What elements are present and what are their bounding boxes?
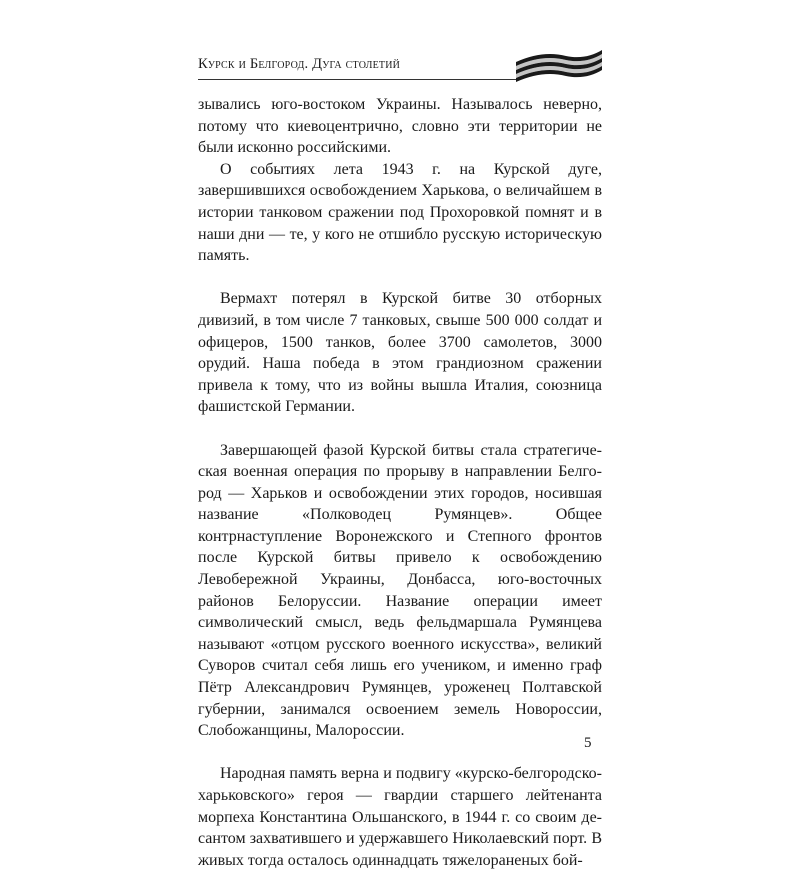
paragraph: Вермахт потерял в Курской битве 30 отборных дивизий, в том числе 7 танковых, свыше 500 000 солдат и офицеров, 1500 танков, более 3700 самолетов, 3000 орудий. Наша победа в этом грандиозном сражении привела к тому, что из войны вышла Италия, союзница фашистской Германии. bbox=[198, 290, 602, 416]
paragraph: Народная память верна и подвигу «курско-белгородско-харьковского» героя — гвардии старшего лейтенанта морпеха Константина Ольшанского, в 1944 г. со своим десантом захватившего и удержавшего Николаевский порт. В живых тогда осталось одиннадцать тяжелораненых бой- bbox=[198, 765, 602, 869]
page-number: 5 bbox=[584, 735, 592, 751]
st-george-ribbon-icon bbox=[514, 48, 604, 84]
header-rule bbox=[198, 79, 516, 80]
paragraph: зывались юго-востоком Украины. Называлось неверно, потому что киевоцентрично, словно эти территории не были исконно российскими. bbox=[198, 96, 602, 157]
paragraph: О событиях лета 1943 г. на Курской дуге, завершившихся освобождением Харькова, о величайшем в истории танковом сражении под Прохоровкой помнят и в наши дни — те, у кого не отшибло русскую историческую память. bbox=[198, 160, 602, 265]
running-header-title: Курск и Белгород. Дуга столетий bbox=[198, 56, 401, 72]
paragraph: Завершающей фазой Курской битвы стала стратегическая военная операция по прорыву в направлении Белгород — Харьков и освобождении этих городов, носившая название «Полководец Румянцев». Общее контрнаступление Воронежского и Степного фронтов после Курской битвы привело к освобождению Левобережной Украины, Донбасса, юго-восточных районов Белоруссии. Название операции имеет символический смысл, ведь фельдмаршала Румянцева называют «отцом русского военного искусства», великий Суворов считал себя лишь его учеником, и именно граф Пётр Александрович Румянцев, уроженец Полтавской губернии, занимался освоением земель Новороссии, Слобожанщины, Малороссии. bbox=[198, 441, 602, 740]
body-text bbox=[198, 94, 602, 871]
